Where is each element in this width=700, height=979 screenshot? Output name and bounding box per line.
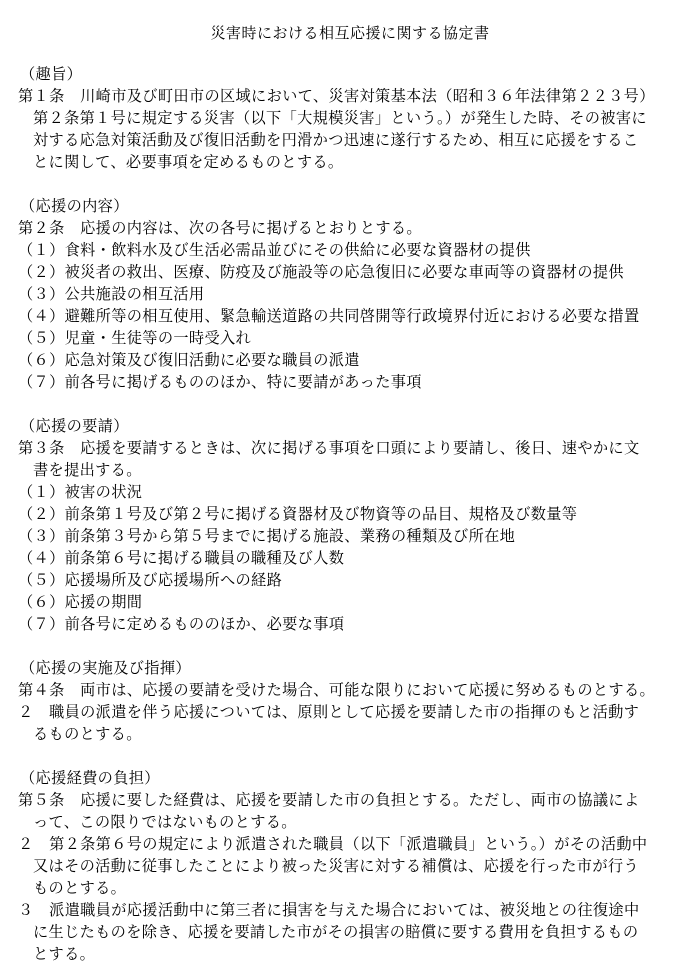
list-item: （４）前条第６号に掲げる職員の職種及び人数 — [18, 549, 345, 567]
section-heading: （応援の内容） — [20, 197, 129, 215]
article-line: って、この限りではないものとする。 — [33, 813, 297, 831]
list-item: （４）避難所等の相互使用、緊急輸送道路の共同啓開等行政境界付近における必要な措置 — [18, 307, 640, 325]
article-line: 第５条 応援に要した経費は、応援を要請した市の負担とする。ただし、両市の協議によ — [18, 791, 640, 809]
article-line: 第１条 川崎市及び町田市の区域において、災害対策基本法（昭和３６年法律第２２３号） — [18, 87, 655, 105]
section-heading: （応援の実施及び指揮） — [20, 659, 191, 677]
article-line: とする。 — [33, 945, 96, 963]
list-item: （２）前条第１号及び第２号に掲げる資器材及び物資等の品目、規格及び数量等 — [18, 505, 578, 523]
list-item: （２）被災者の救出、医療、防疫及び施設等の応急復旧に必要な車両等の資器材の提供 — [18, 263, 624, 281]
article-line: 書を提出する。 — [33, 461, 142, 479]
article-line: 対する応急対策活動及び復旧活動を円滑かつ迅速に遂行するため、相互に応援をするこ — [33, 131, 639, 149]
list-item: （５）児童・生徒等の一時受入れ — [18, 329, 252, 347]
article-line: るものとする。 — [33, 725, 142, 743]
article-line: ３ 派遣職員が応援活動中に第三者に損害を与えた場合においては、被災地との往復途中 — [18, 901, 640, 919]
article-line: ものとする。 — [33, 879, 127, 897]
article-line: に生じたものを除き、応援を要請した市がその損害の賠償に要する費用を負担するもの — [33, 923, 639, 941]
list-item: （１）被害の状況 — [18, 483, 143, 501]
list-item: （５）応援場所及び応援場所への経路 — [18, 571, 283, 589]
article-line: ２ 職員の派遣を伴う応援については、原則として応援を要請した市の指揮のもと活動す — [18, 703, 640, 721]
section-heading: （応援の要請） — [20, 417, 129, 435]
list-item: （１）食料・飲料水及び生活必需品並びにその供給に必要な資器材の提供 — [18, 241, 531, 259]
list-item: （７）前各号に掲げるもののほか、特に要請があった事項 — [18, 373, 422, 391]
article-line: 又はその活動に従事したことにより被った災害に対する補償は、応援を行った市が行う — [33, 857, 639, 875]
article-line: 第２条 応援の内容は、次の各号に掲げるとおりとする。 — [18, 219, 422, 237]
section-heading: （趣旨） — [20, 65, 83, 83]
article-line: ２ 第２条第６号の規定により派遣された職員（以下「派遣職員」という。）がその活動中 — [18, 835, 648, 853]
list-item: （７）前各号に定めるもののほか、必要な事項 — [18, 615, 345, 633]
document-title: 災害時における相互応援に関する協定書 — [210, 24, 490, 42]
list-item: （６）応援の期間 — [18, 593, 143, 611]
section-heading: （応援経費の負担） — [20, 769, 160, 787]
article-line: 第４条 両市は、応援の要請を受けた場合、可能な限りにおいて応援に努めるものとする。 — [18, 681, 656, 699]
article-line: とに関して、必要事項を定めるものとする。 — [33, 153, 344, 171]
list-item: （３）公共施設の相互活用 — [18, 285, 205, 303]
list-item: （３）前条第３号から第５号までに掲げる施設、業務の種類及び所在地 — [18, 527, 516, 545]
article-line: 第２条第１号に規定する災害（以下「大規模災害」という。）が発生した時、その被害に — [33, 109, 647, 127]
list-item: （６）応急対策及び復旧活動に必要な職員の派遣 — [18, 351, 360, 369]
article-line: 第３条 応援を要請するときは、次に掲げる事項を口頭により要請し、後日、速やかに文 — [18, 439, 640, 457]
